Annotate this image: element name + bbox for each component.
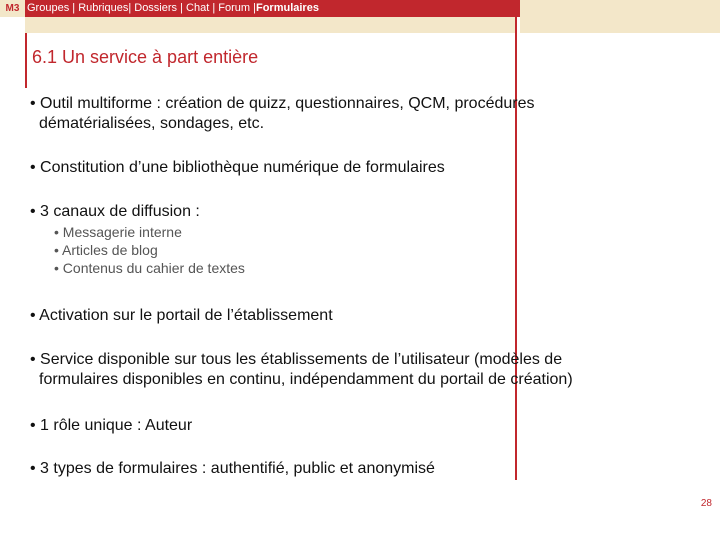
bullet-item [30, 306, 333, 326]
nav-separator: | [69, 2, 79, 14]
secondary-band-cream [25, 17, 515, 33]
bullet-line: • Constitution d’une bibliothèque numérique de formulaires [30, 159, 445, 176]
bullet-line: • 3 canaux de diffusion : [30, 203, 200, 220]
nav-separator: | [209, 2, 219, 14]
bullet-line: formulaires disponibles en continu, indépendamment du portail de création) [39, 371, 573, 388]
nav-link-chat[interactable]: Chat [186, 2, 210, 14]
channel-item: • Articles de blog [54, 242, 158, 258]
bullet-item [30, 416, 192, 436]
nav-links [27, 0, 319, 17]
bullet-line: • Activation sur le portail de l’établissement [30, 307, 333, 324]
nav-link-forum[interactable]: Forum [218, 2, 251, 14]
left-accent-line [25, 33, 27, 88]
vertical-divider-line [515, 0, 517, 480]
nav-link-rubriques[interactable]: Rubriques [78, 2, 129, 14]
bullet-item [30, 94, 534, 134]
bullet-item [30, 350, 573, 390]
top-bar-cream-band [520, 0, 720, 17]
bullet-line: • Service disponible sur tous les établissements de l’utilisateur (modèles de [30, 351, 563, 368]
secondary-band [0, 17, 720, 33]
nav-separator: | [128, 2, 135, 14]
nav-link-dossiers[interactable]: Dossiers [134, 2, 178, 14]
bullet-line: • 1 rôle unique : Auteur [30, 417, 193, 434]
secondary-band-cream-right [520, 17, 720, 33]
top-navigation-bar [0, 0, 720, 17]
nav-link-formulaires[interactable]: Formulaires [255, 2, 319, 14]
channel-item: • Messagerie interne [54, 224, 182, 240]
slide-title: 6.1 Un service à part entière [32, 47, 259, 67]
nav-link-groupes[interactable]: Groupes [27, 2, 70, 14]
nav-separator: | [250, 2, 256, 14]
bullet-line: dématérialisées, sondages, etc. [39, 115, 265, 132]
bullet-item [30, 459, 435, 479]
bullet-line: • 3 types de formulaires : authentifié, public et anonymisé [30, 460, 435, 477]
nav-separator: | [177, 2, 187, 14]
bullet-item [30, 158, 445, 178]
channel-item: • Contenus du cahier de textes [54, 260, 245, 276]
page-number: 28 [700, 498, 712, 509]
bullet-item [30, 202, 200, 222]
bullet-line: • Outil multiforme : création de quizz, questionnaires, QCM, procédures [30, 95, 535, 112]
module-badge: M3 [0, 0, 25, 17]
